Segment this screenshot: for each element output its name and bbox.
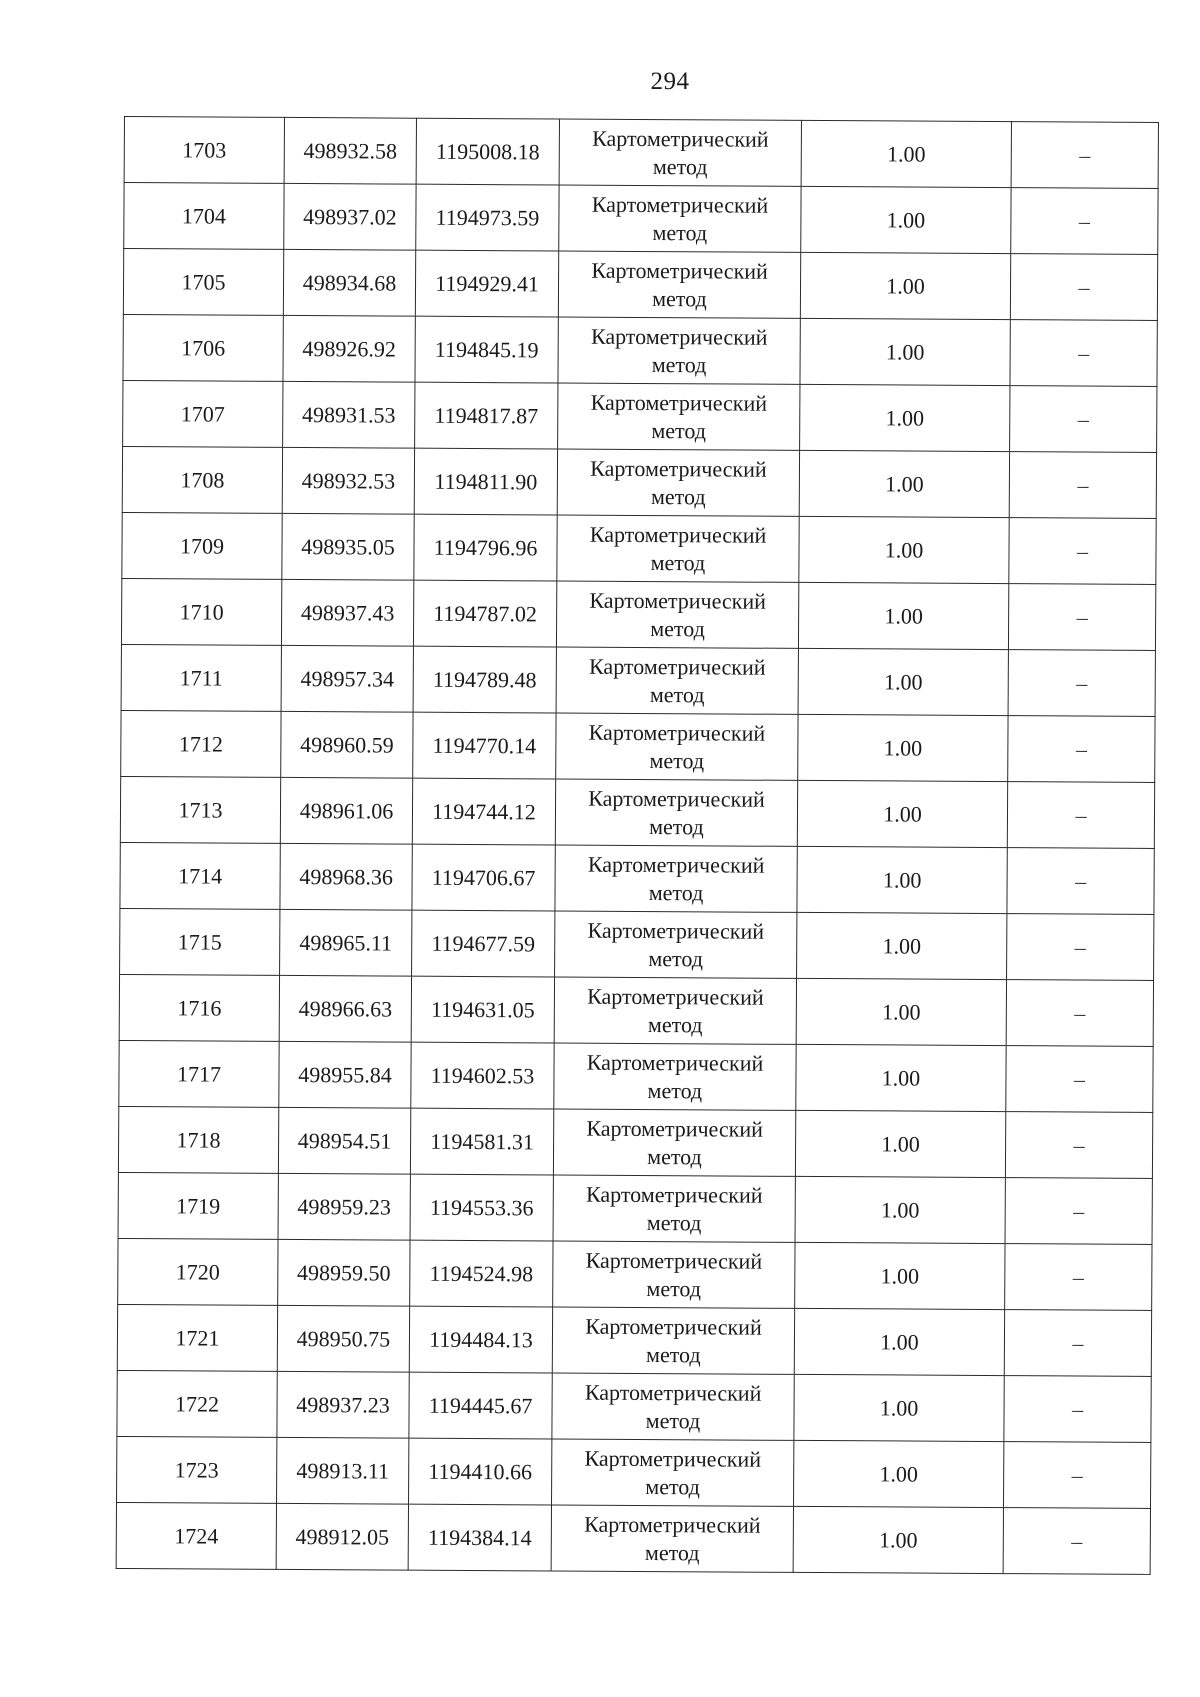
coordinates-table-container xyxy=(116,116,1158,1575)
note-cell: – xyxy=(1005,1244,1152,1311)
method-line-2: метод xyxy=(647,1143,702,1169)
accuracy-cell: 1.00 xyxy=(797,912,1007,979)
table-row xyxy=(120,842,1154,914)
method-line-1: Картометрический xyxy=(589,653,766,680)
table-row xyxy=(117,1370,1151,1442)
method-line-1: Картометрический xyxy=(585,1181,763,1208)
accuracy-cell: 1.00 xyxy=(793,1506,1003,1573)
note-cell: – xyxy=(1003,1508,1150,1575)
note-cell: – xyxy=(1008,584,1155,651)
method-line-2: метод xyxy=(645,1407,701,1433)
note-cell: – xyxy=(1010,254,1157,321)
method-line-2: метод xyxy=(652,153,708,179)
accuracy-cell: 1.00 xyxy=(799,450,1009,517)
table-row xyxy=(122,512,1156,584)
method-line-2: метод xyxy=(646,1275,702,1301)
note-cell: – xyxy=(1008,650,1155,717)
point-number-cell: 1720 xyxy=(118,1238,278,1305)
point-number-cell: 1705 xyxy=(123,249,283,316)
note-cell: – xyxy=(1003,1442,1150,1509)
method-line-2: метод xyxy=(649,681,705,707)
method-cell xyxy=(556,713,798,780)
point-number-cell: 1708 xyxy=(122,446,282,513)
note-cell: – xyxy=(1008,716,1155,783)
x-coordinate-cell: 498926.92 xyxy=(283,315,415,382)
x-coordinate-cell: 498935.05 xyxy=(282,513,414,580)
x-coordinate-cell: 498932.58 xyxy=(284,117,416,184)
accuracy-cell: 1.00 xyxy=(794,1308,1004,1375)
accuracy-cell: 1.00 xyxy=(795,1242,1005,1309)
accuracy-cell: 1.00 xyxy=(796,978,1006,1045)
point-number-cell: 1722 xyxy=(117,1370,277,1437)
point-number-cell: 1706 xyxy=(123,314,283,381)
x-coordinate-cell: 498965.11 xyxy=(280,909,412,976)
method-line-1: Картометрический xyxy=(587,983,764,1010)
point-number-cell: 1715 xyxy=(120,908,280,975)
note-cell: – xyxy=(1009,518,1156,585)
point-number-cell: 1714 xyxy=(120,842,280,909)
point-number-cell: 1717 xyxy=(119,1040,279,1107)
method-line-1: Картометрический xyxy=(588,785,765,812)
x-coordinate-cell: 498954.51 xyxy=(278,1107,410,1174)
method-cell xyxy=(559,119,801,186)
y-coordinate-cell: 1194744.12 xyxy=(412,778,555,845)
y-coordinate-cell: 1194845.19 xyxy=(415,316,558,383)
method-line-1: Картометрический xyxy=(590,389,768,416)
point-number-cell: 1704 xyxy=(124,183,284,250)
method-cell xyxy=(554,1043,796,1110)
point-number-cell: 1716 xyxy=(119,974,279,1041)
x-coordinate-cell: 498968.36 xyxy=(280,843,412,910)
accuracy-cell: 1.00 xyxy=(795,1110,1005,1177)
method-line-1: Картометрический xyxy=(589,587,767,614)
point-number-cell: 1713 xyxy=(120,776,280,843)
method-cell xyxy=(552,1307,794,1374)
table-body xyxy=(116,117,1158,1575)
accuracy-cell: 1.00 xyxy=(800,384,1010,451)
note-cell: – xyxy=(1007,782,1154,849)
method-line-2: метод xyxy=(652,285,707,311)
accuracy-cell: 1.00 xyxy=(797,846,1007,913)
table-row xyxy=(118,1172,1152,1244)
y-coordinate-cell: 1194410.66 xyxy=(409,1438,552,1505)
accuracy-cell: 1.00 xyxy=(797,780,1007,847)
method-line-1: Картометрический xyxy=(589,521,767,548)
y-coordinate-cell: 1194789.48 xyxy=(413,646,556,713)
method-line-1: Картометрический xyxy=(588,719,766,746)
accuracy-cell: 1.00 xyxy=(794,1374,1004,1441)
table-row xyxy=(117,1304,1151,1376)
method-line-1: Картометрический xyxy=(592,125,769,152)
point-number-cell: 1709 xyxy=(122,512,282,579)
note-cell: – xyxy=(1010,320,1157,387)
method-line-1: Картометрический xyxy=(586,1049,764,1076)
x-coordinate-cell: 498960.59 xyxy=(281,711,413,778)
method-cell xyxy=(556,647,798,714)
x-coordinate-cell: 498955.84 xyxy=(279,1041,411,1108)
x-coordinate-cell: 498912.05 xyxy=(276,1503,408,1570)
y-coordinate-cell: 1194581.31 xyxy=(410,1108,553,1175)
method-line-2: метод xyxy=(649,747,705,773)
y-coordinate-cell: 1194811.90 xyxy=(414,448,557,515)
method-line-1: Картометрический xyxy=(584,1445,762,1472)
method-line-2: метод xyxy=(644,1539,700,1565)
method-line-1: Картометрический xyxy=(585,1313,762,1340)
method-cell xyxy=(555,845,797,912)
note-cell: – xyxy=(1006,980,1153,1047)
method-cell xyxy=(558,251,800,318)
x-coordinate-cell: 498937.43 xyxy=(281,579,413,646)
method-line-2: метод xyxy=(646,1341,701,1367)
method-cell xyxy=(554,977,796,1044)
x-coordinate-cell: 498961.06 xyxy=(280,777,412,844)
table-row xyxy=(117,1436,1151,1508)
point-number-cell: 1711 xyxy=(121,644,281,711)
method-line-2: метод xyxy=(646,1209,702,1235)
x-coordinate-cell: 498913.11 xyxy=(277,1437,409,1504)
table-row xyxy=(120,908,1154,980)
y-coordinate-cell: 1194445.67 xyxy=(409,1372,552,1439)
y-coordinate-cell: 1195008.18 xyxy=(416,118,559,185)
point-number-cell: 1718 xyxy=(118,1106,278,1173)
table-row xyxy=(119,1040,1153,1112)
method-line-1: Картометрический xyxy=(590,323,768,350)
y-coordinate-cell: 1194706.67 xyxy=(412,844,555,911)
y-coordinate-cell: 1194484.13 xyxy=(409,1306,552,1373)
y-coordinate-cell: 1194553.36 xyxy=(410,1174,553,1241)
method-cell xyxy=(555,911,797,978)
accuracy-cell: 1.00 xyxy=(800,252,1010,319)
note-cell: – xyxy=(1006,1046,1153,1113)
table-row xyxy=(123,249,1157,321)
note-cell: – xyxy=(1005,1112,1152,1179)
method-line-1: Картометрический xyxy=(591,257,768,284)
x-coordinate-cell: 498950.75 xyxy=(277,1305,409,1372)
method-cell xyxy=(553,1241,795,1308)
method-line-2: метод xyxy=(651,351,707,377)
accuracy-cell: 1.00 xyxy=(795,1176,1005,1243)
accuracy-cell: 1.00 xyxy=(798,648,1008,715)
table-row xyxy=(116,1502,1150,1574)
table-row xyxy=(118,1106,1152,1178)
y-coordinate-cell: 1194631.05 xyxy=(411,976,554,1043)
method-cell xyxy=(556,581,798,648)
note-cell: – xyxy=(1004,1376,1151,1443)
accuracy-cell: 1.00 xyxy=(798,714,1008,781)
x-coordinate-cell: 498932.53 xyxy=(282,447,414,514)
method-cell xyxy=(557,449,799,516)
method-line-1: Картометрический xyxy=(584,1511,761,1538)
method-cell xyxy=(558,317,800,384)
method-line-1: Картометрический xyxy=(584,1379,762,1406)
note-cell: – xyxy=(1007,914,1154,981)
method-cell xyxy=(559,185,801,252)
table-row xyxy=(121,578,1155,650)
point-number-cell: 1719 xyxy=(118,1172,278,1239)
table-row xyxy=(124,117,1158,189)
method-cell xyxy=(551,1505,793,1572)
table-row xyxy=(121,710,1155,782)
point-number-cell: 1724 xyxy=(116,1502,276,1569)
x-coordinate-cell: 498959.23 xyxy=(278,1173,410,1240)
y-coordinate-cell: 1194817.87 xyxy=(415,382,558,449)
method-line-2: метод xyxy=(648,945,704,971)
y-coordinate-cell: 1194973.59 xyxy=(416,184,559,251)
point-number-cell: 1721 xyxy=(117,1304,277,1371)
method-line-1: Картометрический xyxy=(591,191,769,218)
method-line-2: метод xyxy=(645,1473,700,1499)
method-line-1: Картометрический xyxy=(585,1247,763,1274)
x-coordinate-cell: 498957.34 xyxy=(281,645,413,712)
y-coordinate-cell: 1194929.41 xyxy=(415,250,558,317)
note-cell: – xyxy=(1010,386,1157,453)
method-cell xyxy=(553,1109,795,1176)
y-coordinate-cell: 1194796.96 xyxy=(414,514,557,581)
method-cell xyxy=(555,779,797,846)
note-cell: – xyxy=(1004,1310,1151,1377)
method-cell xyxy=(553,1175,795,1242)
y-coordinate-cell: 1194602.53 xyxy=(411,1042,554,1109)
method-line-2: метод xyxy=(647,1077,703,1103)
method-line-2: метод xyxy=(650,549,706,575)
y-coordinate-cell: 1194770.14 xyxy=(413,712,556,779)
y-coordinate-cell: 1194384.14 xyxy=(408,1504,551,1571)
table-row xyxy=(124,183,1158,255)
accuracy-cell: 1.00 xyxy=(796,1044,1006,1111)
note-cell: – xyxy=(1007,848,1154,915)
note-cell: – xyxy=(1009,452,1156,519)
table-row xyxy=(123,314,1157,386)
accuracy-cell: 1.00 xyxy=(801,120,1011,187)
point-number-cell: 1707 xyxy=(123,380,283,447)
method-line-1: Картометрический xyxy=(586,1115,763,1142)
method-line-2: метод xyxy=(651,417,707,443)
accuracy-cell: 1.00 xyxy=(801,186,1011,253)
point-number-cell: 1723 xyxy=(117,1436,277,1503)
method-cell xyxy=(552,1439,794,1506)
y-coordinate-cell: 1194524.98 xyxy=(410,1240,553,1307)
table-row xyxy=(121,644,1155,716)
coordinates-table xyxy=(116,116,1159,1575)
method-line-2: метод xyxy=(647,1011,703,1037)
point-number-cell: 1712 xyxy=(121,710,281,777)
method-line-1: Картометрический xyxy=(587,851,765,878)
note-cell: – xyxy=(1005,1178,1152,1245)
note-cell: – xyxy=(1011,188,1158,255)
y-coordinate-cell: 1194787.02 xyxy=(413,580,556,647)
table-row xyxy=(118,1238,1152,1310)
method-cell xyxy=(557,515,799,582)
accuracy-cell: 1.00 xyxy=(794,1440,1004,1507)
method-line-2: метод xyxy=(652,219,708,245)
accuracy-cell: 1.00 xyxy=(798,582,1008,649)
x-coordinate-cell: 498966.63 xyxy=(279,975,411,1042)
page-number: 294 xyxy=(650,68,690,95)
method-line-2: метод xyxy=(649,813,704,839)
point-number-cell: 1710 xyxy=(121,578,281,645)
x-coordinate-cell: 498931.53 xyxy=(283,381,415,448)
accuracy-cell: 1.00 xyxy=(800,318,1010,385)
method-line-2: метод xyxy=(648,879,704,905)
x-coordinate-cell: 498959.50 xyxy=(278,1239,410,1306)
table-row xyxy=(123,380,1157,452)
method-line-2: метод xyxy=(650,483,706,509)
x-coordinate-cell: 498937.02 xyxy=(284,183,416,250)
method-cell xyxy=(558,383,800,450)
table-row xyxy=(119,974,1153,1046)
accuracy-cell: 1.00 xyxy=(799,516,1009,583)
point-number-cell: 1703 xyxy=(124,117,284,184)
x-coordinate-cell: 498937.23 xyxy=(277,1371,409,1438)
x-coordinate-cell: 498934.68 xyxy=(283,249,415,316)
method-line-2: метод xyxy=(650,615,705,641)
y-coordinate-cell: 1194677.59 xyxy=(412,910,555,977)
method-cell xyxy=(552,1373,794,1440)
note-cell: – xyxy=(1011,122,1158,189)
method-line-1: Картометрический xyxy=(587,917,765,944)
table-row xyxy=(120,776,1154,848)
table-row xyxy=(122,446,1156,518)
method-line-1: Картометрический xyxy=(590,455,767,482)
